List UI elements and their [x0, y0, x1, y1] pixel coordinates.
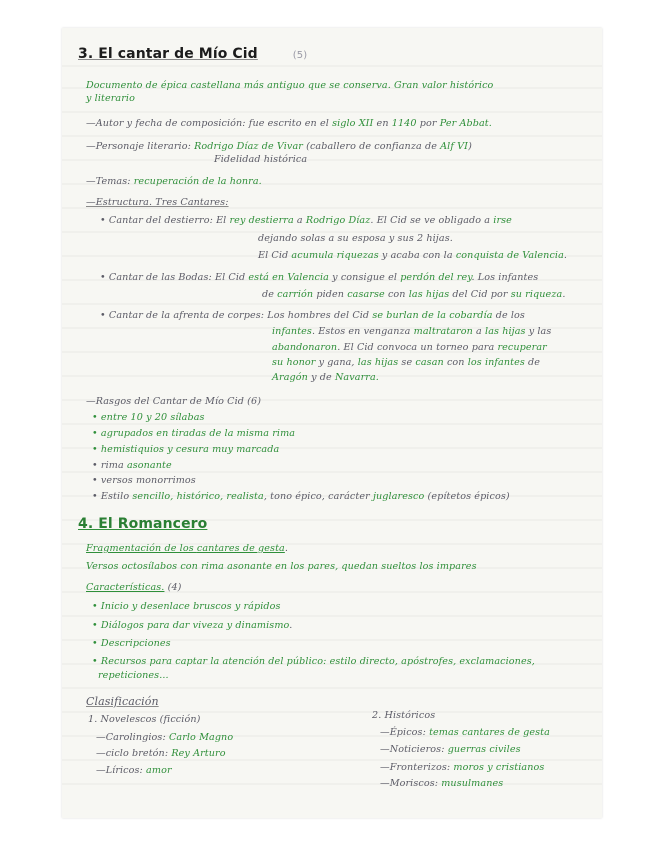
- cantar-1-line-1: [100, 215, 512, 226]
- hero-close: ): [468, 141, 472, 152]
- c2-m: su riqueza: [510, 289, 563, 300]
- c2-a: • Cantar de las Bodas: El Cid: [100, 272, 249, 283]
- hero-line: [86, 141, 472, 152]
- hero-desc: (caballero de confianza de: [302, 141, 441, 152]
- section-3-title: 3. El cantar de Mío Cid: [78, 46, 258, 62]
- cantar-1-line-2: [258, 233, 453, 244]
- c1-c: a: [293, 215, 306, 226]
- intro-line-1: [86, 80, 493, 91]
- c1-a: • Cantar del destierro: El: [100, 215, 230, 226]
- c2-d: perdón del rey: [400, 272, 472, 283]
- breton-line: [96, 748, 226, 759]
- caract-3: [92, 638, 171, 649]
- c1-l: .: [563, 250, 568, 261]
- cantar-3-line-3: [272, 342, 547, 353]
- intro-line-2: [86, 93, 135, 104]
- cantar-1-line-3: [258, 250, 567, 261]
- carolingios-a: —Carolingios:: [96, 732, 169, 743]
- caract-4-line-1: [92, 656, 535, 667]
- c3-v: y de: [307, 372, 335, 383]
- caract-2-b: viveza y dinamismo: [192, 620, 290, 631]
- section-4-title: 4. El Romancero: [78, 516, 208, 532]
- c2-g: carrión: [277, 289, 314, 300]
- c3-u: Aragón: [272, 372, 308, 383]
- moriscos-b: musulmanes: [441, 778, 504, 789]
- versos-line: [86, 561, 477, 572]
- rasgo-2-text: • agrupados en tiradas de la misma rima: [92, 428, 296, 439]
- versos-e: los impares: [416, 561, 477, 572]
- noticieros-line: [380, 744, 521, 755]
- rasgo-6-b: sencillo, histórico, realista: [132, 491, 264, 502]
- c2-h: piden: [313, 289, 348, 300]
- c2-j: con: [384, 289, 409, 300]
- c1-k: conquista de Valencia: [455, 250, 564, 261]
- author-label: —Autor y fecha de composición: fue escrito en el: [86, 118, 333, 129]
- liricos-b: amor: [146, 765, 172, 776]
- author-in: en: [373, 118, 392, 129]
- cantar-2-line-1: [100, 272, 538, 283]
- c2-f: de: [262, 289, 278, 300]
- caract-4-b: atención del público: [222, 656, 324, 667]
- rasgo-6-e: (epítetos épicos): [424, 491, 510, 502]
- hero-name: Rodrigo Díaz de Vivar: [194, 141, 303, 152]
- c3-w: Navarra.: [334, 372, 379, 383]
- noticieros-b: guerras civiles: [447, 744, 521, 755]
- author-year: 1140: [391, 118, 417, 129]
- c3-n: y gana,: [315, 357, 358, 368]
- breton-b: Rey Arturo: [171, 748, 226, 759]
- c3-s: los infantes: [467, 357, 525, 368]
- frag-b: cantares de gesta: [196, 543, 285, 554]
- rasgo-1: [92, 412, 205, 423]
- c2-l: del Cid por: [449, 289, 511, 300]
- intro-text: Documento de épica castellana más antiguo que se conserva. Gran valor histórico: [86, 80, 494, 91]
- cantar-3-line-1: [100, 310, 525, 321]
- rasgo-1-text: • entre 10 y 20 sílabas: [92, 412, 205, 423]
- caract-4-a: • Recursos para captar la: [92, 656, 223, 667]
- hero-fidelity-text: Fidelidad histórica: [214, 154, 308, 165]
- historicos-text: 2. Históricos: [372, 710, 436, 721]
- rasgo-5: [92, 475, 196, 486]
- c1-b: rey destierra: [229, 215, 294, 226]
- c1-f: irse: [493, 215, 512, 226]
- clasif-heading: [86, 695, 159, 708]
- c2-e: . Los infantes: [471, 272, 539, 283]
- c3-t: de: [524, 357, 541, 368]
- rasgo-4: [92, 460, 172, 471]
- hero-king: Alf VI: [440, 141, 469, 152]
- cantar-3-line-4: [272, 357, 540, 368]
- themes-line: [86, 176, 262, 187]
- c3-p: se: [398, 357, 416, 368]
- liricos-a: —Líricos:: [96, 765, 147, 776]
- caract-4-d: repeticiones...: [98, 670, 169, 681]
- section-4-heading: [78, 516, 207, 532]
- frag-c: .: [284, 543, 288, 554]
- c1-i: acumula riquezas: [291, 250, 379, 261]
- cantar-3-line-5: [272, 372, 379, 383]
- caract-text: Características.: [86, 582, 165, 593]
- c1-h: El Cid: [258, 250, 292, 261]
- rasgo-5-text: • versos monorrimos: [92, 475, 196, 486]
- hero-label: —Personaje literario:: [86, 141, 195, 152]
- fronterizos-line: [380, 762, 544, 773]
- novelescos-text: 1. Novelescos (ficción): [88, 714, 201, 725]
- c3-h: las hijas: [485, 326, 526, 337]
- caract-2-c: .: [289, 620, 293, 631]
- caract-1: [92, 601, 281, 612]
- cantar-2-line-2: [262, 289, 565, 300]
- cantar-3-line-2: [272, 326, 551, 337]
- c3-q: casan: [415, 357, 444, 368]
- caract-2-a: • Diálogos para dar: [92, 620, 193, 631]
- caract-1-text: • Inicio y desenlace bruscos y rápidos: [92, 601, 281, 612]
- author-century: siglo XII: [332, 118, 374, 129]
- rasgo-3-text: • hemistiquios y cesura muy marcada: [92, 444, 280, 455]
- noticieros-a: —Noticieros:: [380, 744, 448, 755]
- versos-a: Versos octosílabos con: [86, 561, 202, 572]
- caract-4-line-2: [98, 670, 169, 681]
- hero-fidelity: [214, 154, 307, 165]
- author-by: por: [416, 118, 440, 129]
- caract-4-c: : estilo directo, apóstrofes, exclamaciones,: [323, 656, 535, 667]
- c2-n: .: [562, 289, 566, 300]
- epicos-a: —Épicos:: [380, 727, 430, 738]
- rasgo-6: [92, 491, 510, 502]
- rasgo-6-d: juglaresco: [372, 491, 425, 502]
- frag-a: Fragmentación de los: [86, 543, 197, 554]
- versos-d: sueltos: [381, 561, 417, 572]
- section-3-count: (5): [292, 50, 308, 61]
- c1-j: y acaba con la: [378, 250, 456, 261]
- epicos-line: [380, 727, 550, 738]
- c3-d: infantes: [272, 326, 312, 337]
- c1-d: Rodrigo Díaz: [305, 215, 371, 226]
- structure-label: —Estructura. Tres Cantares:: [86, 197, 229, 208]
- novelescos-heading: [88, 714, 200, 725]
- c3-i: y las: [525, 326, 552, 337]
- c3-r: con: [443, 357, 468, 368]
- fronterizos-b: moros y cristianos: [453, 762, 545, 773]
- c3-a: • Cantar de la afrenta de corpes: Los hombres del Cid: [100, 310, 373, 321]
- c3-e: . Estos en venganza: [311, 326, 414, 337]
- moriscos-line: [380, 778, 503, 789]
- c3-k: . El Cid convoca un torneo para: [337, 342, 498, 353]
- fronterizos-a: —Fronterizos:: [380, 762, 454, 773]
- rasgo-4-a: • rima: [92, 460, 127, 471]
- breton-a: —ciclo bretón:: [96, 748, 172, 759]
- c3-f: maltrataron: [413, 326, 473, 337]
- rasgo-6-a: • Estilo: [92, 491, 133, 502]
- c3-b: se burlan de la cobardía: [372, 310, 493, 321]
- frag-line: [86, 543, 288, 554]
- rasgo-2: [92, 428, 295, 439]
- c2-i: casarse: [347, 289, 385, 300]
- rasgo-3: [92, 444, 279, 455]
- versos-b: rima asonante: [201, 561, 272, 572]
- themes-value: recuperación de la honra.: [133, 176, 262, 187]
- c1-e: . El Cid se ve obligado a: [370, 215, 494, 226]
- c2-c: y consigue el: [329, 272, 401, 283]
- c3-g: a: [472, 326, 486, 337]
- historicos-heading: [372, 710, 435, 721]
- c1-g: dejando solas a su esposa y sus 2 hijas.: [258, 233, 453, 244]
- moriscos-a: —Moriscos:: [380, 778, 442, 789]
- themes-label: —Temas:: [86, 176, 134, 187]
- rasgos-heading: [86, 396, 261, 407]
- rasgo-4-b: asonante: [126, 460, 172, 471]
- intro-text-2: y literario: [86, 93, 135, 104]
- rasgos-text: —Rasgos del Cantar de Mío Cid (6): [86, 396, 262, 407]
- epicos-b: temas cantares de gesta: [429, 727, 550, 738]
- section-3-heading: [78, 46, 307, 62]
- carolingios-b: Carlo Magno: [168, 732, 234, 743]
- caract-heading: [86, 582, 182, 593]
- carolingios-line: [96, 732, 233, 743]
- author-name: Per Abbat.: [439, 118, 492, 129]
- author-line: [86, 118, 492, 129]
- c3-l: recuperar: [497, 342, 547, 353]
- c3-m: su honor: [272, 357, 316, 368]
- c3-o: las hijas: [357, 357, 399, 368]
- c2-k: las hijas: [408, 289, 450, 300]
- c2-b: está en Valencia: [248, 272, 329, 283]
- caract-count: (4): [167, 582, 182, 593]
- clasif-text: Clasificación: [86, 695, 159, 708]
- structure-line: [86, 197, 229, 208]
- caract-2: [92, 620, 292, 631]
- c3-j: abandonaron: [272, 342, 338, 353]
- caract-3-text: • Descripciones: [92, 638, 171, 649]
- c3-c: de los: [492, 310, 525, 321]
- rasgo-6-c: , tono épico, carácter: [263, 491, 373, 502]
- versos-c: en los pares, quedan: [271, 561, 382, 572]
- liricos-line: [96, 765, 172, 776]
